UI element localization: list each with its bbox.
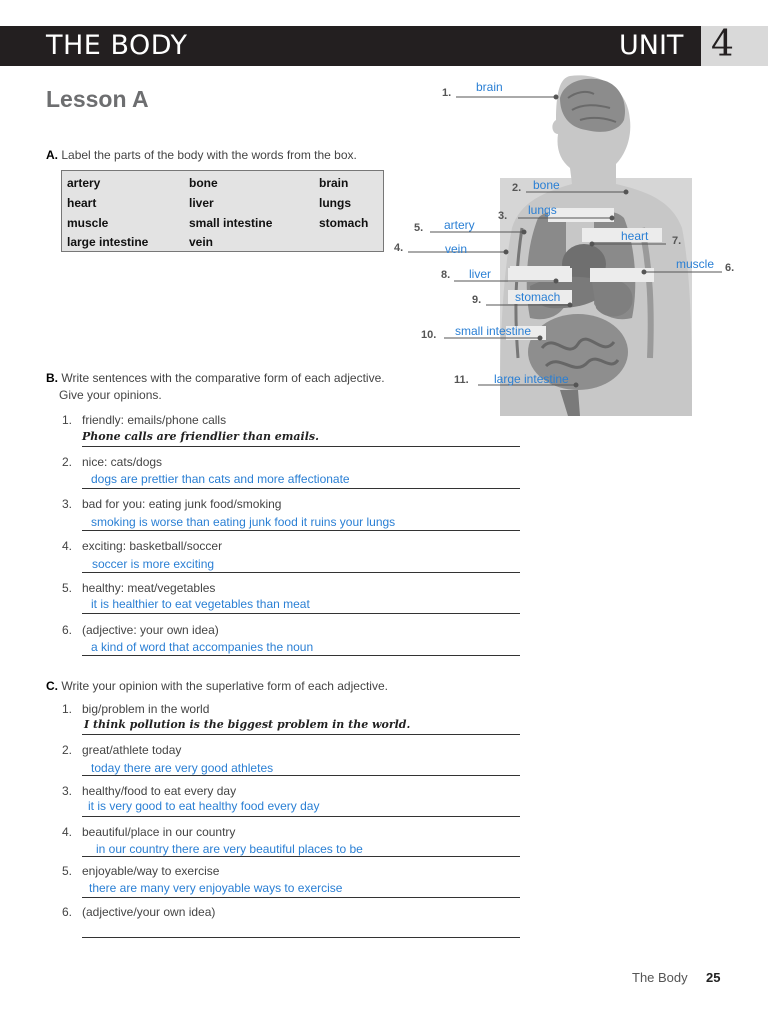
diagram-number: 6. (725, 262, 735, 274)
section-a-instruction (46, 148, 357, 162)
c-item-answer-line (82, 775, 520, 776)
diagram-answer-large-intestine: large intestine (494, 372, 569, 386)
b-item-prompt: nice: cats/dogs (82, 455, 163, 469)
c-item-prompt: beautiful/place in our country (82, 825, 236, 839)
section-a-text: Label the parts of the body with the words from the box. (61, 148, 357, 162)
section-b-letter: B. (46, 371, 58, 385)
word-box-item: lungs (319, 196, 351, 210)
diagram-answer-artery: artery (444, 218, 475, 232)
diagram-number: 5. (414, 222, 424, 234)
b-item-answer: Phone calls are friendlier than emails. (82, 430, 319, 443)
b-item-number: 5. (62, 581, 73, 595)
word-box-item: small intestine (189, 216, 273, 230)
footer-section-title: The Body (632, 970, 688, 985)
c-item-answer-line (82, 897, 520, 898)
b-item-answer-line (82, 530, 520, 531)
c-item-answer-line (82, 734, 520, 735)
word-box-item: brain (319, 176, 349, 190)
diagram-number: 2. (512, 182, 522, 194)
c-item-number: 4. (62, 825, 73, 839)
diagram-answer-bone: bone (533, 178, 560, 192)
diagram-number: 7. (672, 235, 682, 247)
diagram-leader-lines (400, 80, 740, 400)
section-b-instruction (46, 371, 385, 385)
diagram-number: 11. (454, 374, 469, 386)
diagram-answer-heart: heart (621, 229, 649, 243)
b-item-number: 1. (62, 413, 73, 427)
diagram-answer-vein: vein (445, 242, 468, 256)
c-item-answer: in our country there are very beautiful places to be (96, 842, 363, 856)
section-c-instruction (46, 679, 388, 693)
c-item-prompt: healthy/food to eat every day (82, 784, 237, 798)
word-box-item: large intestine (67, 235, 149, 249)
diagram-answer-small-intestine: small intestine (455, 324, 532, 338)
c-item-prompt: (adjective/your own idea) (82, 905, 216, 919)
diagram-answer-liver: liver (469, 267, 492, 281)
word-box (61, 170, 384, 252)
c-item-number: 1. (62, 702, 73, 716)
c-item-number: 5. (62, 864, 73, 878)
b-item-answer: soccer is more exciting (92, 557, 215, 571)
diagram-number: 4. (394, 242, 404, 254)
c-item-prompt: big/problem in the world (82, 702, 210, 716)
c-item-number: 3. (62, 784, 73, 798)
c-item-answer-line (82, 816, 520, 817)
diagram-answer-muscle: muscle (676, 257, 715, 271)
b-item-number: 4. (62, 539, 73, 553)
b-item-prompt: friendly: emails/phone calls (82, 413, 227, 427)
b-item-answer-line (82, 488, 520, 489)
page-number: 25 (706, 970, 721, 985)
section-b-text: Write sentences with the comparative form of each adjective. (61, 371, 385, 385)
c-item-answer: today there are very good athletes (91, 761, 274, 775)
section-b-instruction-2: Give your opinions. (59, 388, 162, 402)
c-item-number: 6. (62, 905, 73, 919)
b-item-prompt: exciting: basketball/soccer (82, 539, 223, 553)
b-item-answer: smoking is worse than eating junk food it ruins your lungs (91, 515, 396, 529)
word-box-item: vein (189, 235, 214, 249)
c-item-answer: it is very good to eat healthy food every day (88, 799, 320, 813)
b-item-answer: dogs are prettier than cats and more affectionate (91, 472, 350, 486)
unit-title: THE BODY (46, 30, 188, 61)
b-item-answer-line (82, 572, 520, 573)
section-a-letter: A. (46, 148, 58, 162)
section-c-letter: C. (46, 679, 58, 693)
b-item-prompt: (adjective: your own idea) (82, 623, 219, 637)
diagram-number: 1. (442, 87, 452, 99)
b-item-answer-line (82, 613, 520, 614)
unit-label: UNIT (619, 30, 684, 61)
b-item-answer: it is healthier to eat vegetables than meat (91, 597, 310, 611)
b-item-number: 3. (62, 497, 73, 511)
c-item-answer: I think pollution is the biggest problem in the world. (84, 718, 411, 731)
c-item-prompt: enjoyable/way to exercise (82, 864, 220, 878)
word-box-item: liver (189, 196, 214, 210)
b-item-answer-line (82, 655, 520, 656)
c-item-prompt: great/athlete today (82, 743, 182, 757)
b-item-prompt: healthy: meat/vegetables (82, 581, 216, 595)
section-c-text: Write your opinion with the superlative form of each adjective. (61, 679, 388, 693)
diagram-answer-stomach: stomach (515, 290, 561, 304)
b-item-number: 6. (62, 623, 73, 637)
diagram-number: 9. (472, 294, 482, 306)
diagram-number: 10. (421, 329, 437, 341)
b-item-prompt: bad for you: eating junk food/smoking (82, 497, 282, 511)
b-item-answer: a kind of word that accompanies the noun (91, 640, 314, 654)
b-item-number: 2. (62, 455, 73, 469)
c-item-answer-line (82, 937, 520, 938)
diagram-answer-lungs: lungs (528, 203, 557, 217)
word-box-item: bone (189, 176, 218, 190)
unit-number: 4 (711, 24, 734, 65)
lesson-title: Lesson A (46, 86, 149, 112)
word-box-item: artery (67, 176, 101, 190)
diagram-number: 8. (441, 269, 451, 281)
c-item-answer-line (82, 856, 520, 857)
word-box-item: muscle (67, 216, 109, 230)
diagram-number: 3. (498, 210, 508, 222)
c-item-answer: there are many very enjoyable ways to exercise (89, 881, 343, 895)
b-item-answer-line (82, 446, 520, 447)
word-box-item: stomach (319, 216, 369, 230)
c-item-number: 2. (62, 743, 73, 757)
word-box-item: heart (67, 196, 97, 210)
diagram-answer-brain: brain (476, 80, 503, 94)
